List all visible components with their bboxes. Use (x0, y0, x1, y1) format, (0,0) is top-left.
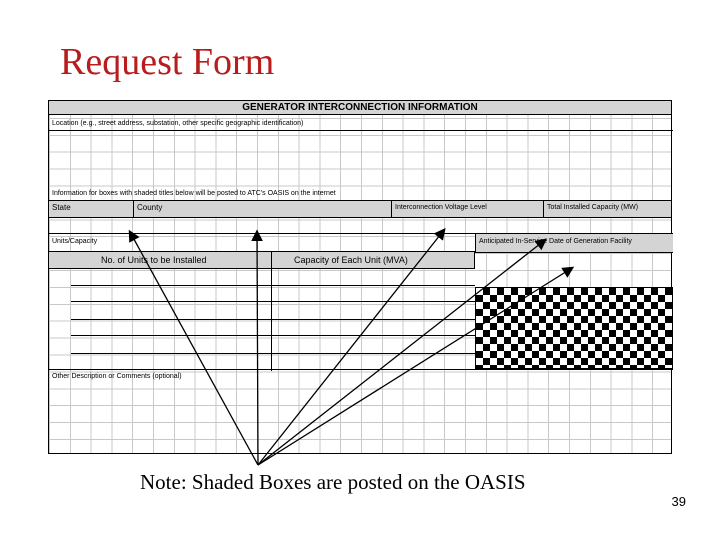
slide-title: Request Form (60, 41, 275, 83)
arrow-to-state (130, 232, 258, 465)
capacity-each-label: Capacity of Each Unit (MVA) (294, 255, 408, 265)
arrow-to-date (258, 268, 572, 465)
form-header: GENERATOR INTERCONNECTION INFORMATION (49, 101, 671, 115)
slide-note: Note: Shaded Boxes are posted on the OASIS (140, 470, 526, 494)
state-label: State (52, 203, 71, 212)
location-label: Location (e.g., street address, substation, other specific geographic identification) (52, 120, 304, 127)
voltage-label: Interconnection Voltage Level (395, 204, 487, 211)
county-label: County (137, 203, 163, 212)
capacity-total-label: Total Installed Capacity (MW) (547, 204, 639, 211)
page-number: 39 (671, 494, 686, 509)
info-label: Information for boxes with shaded titles below will be posted to ATC's OASIS on the internet (52, 190, 336, 197)
arrow-to-voltage (258, 230, 444, 465)
arrow-to-county (257, 232, 258, 465)
arrow-to-capacity (258, 240, 545, 465)
other-label: Other Description or Comments (optional) (52, 373, 182, 380)
anticipated-label: Anticipated In-Service Date of Generation Facility (479, 238, 632, 245)
units-capacity-label: Units/Capacity (52, 238, 98, 245)
num-units-label: No. of Units to be Installed (101, 255, 207, 265)
